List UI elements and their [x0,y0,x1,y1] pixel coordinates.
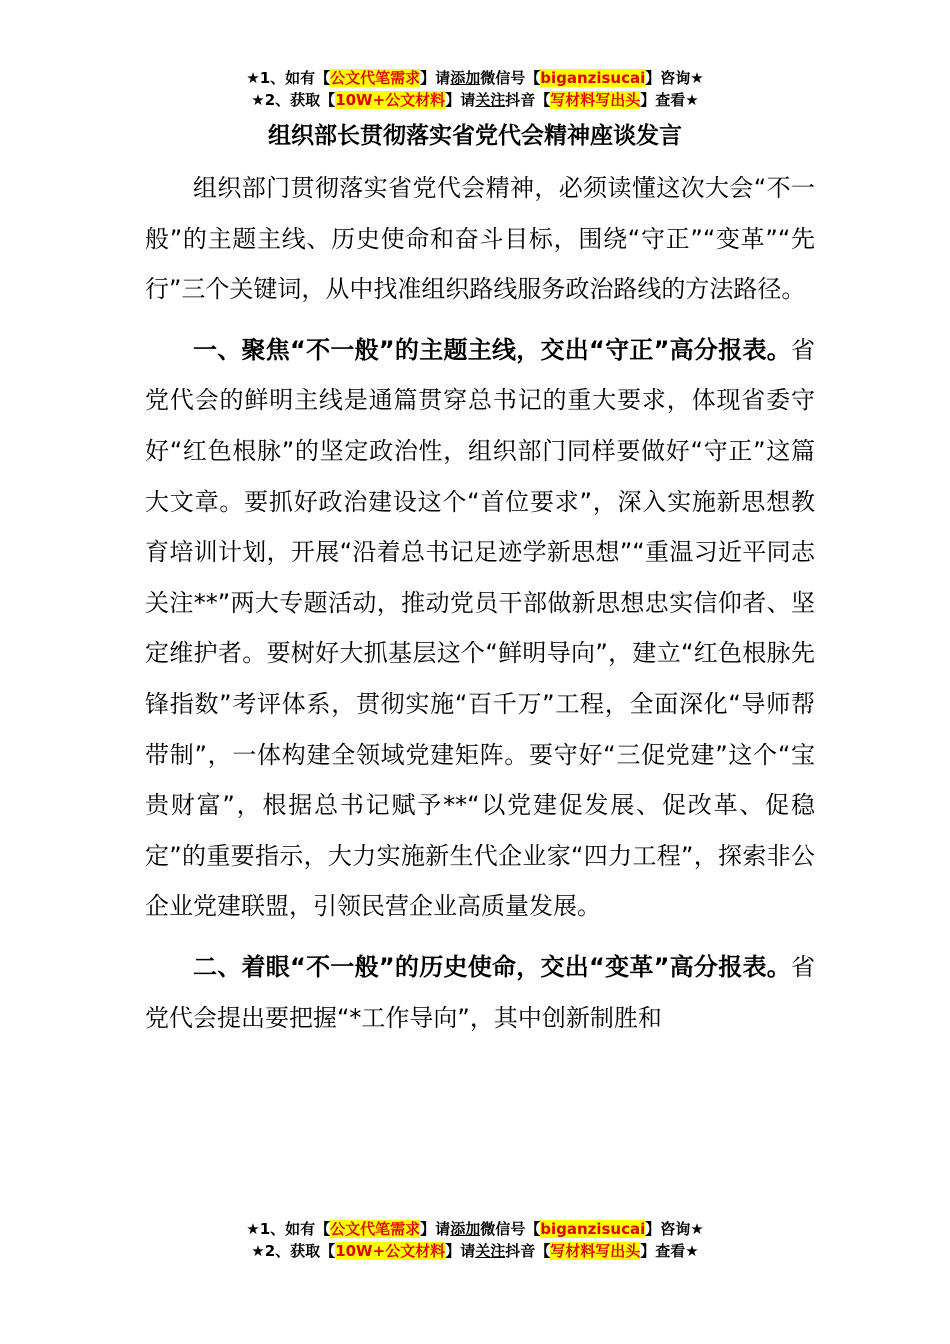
header-banner-line-2 [0,90,950,112]
footer-line1-prefix: ★1、如有【 [246,1220,331,1238]
footer-line2-mid-2: 抖音【 [505,1242,551,1260]
header-line2-prefix: ★2、获取【 [251,91,336,109]
section-2-heading: 二、着眼“不一般”的历史使命，交出“变革”高分报表。 [193,952,791,981]
header-line1-suffix: 】咨询★ [645,69,704,87]
header-line2-mid-1: 】请 [445,91,476,109]
footer-banner [0,1219,950,1263]
section-1-paragraph [145,325,815,932]
section-1-body: 省党代会的鲜明主线是通篇贯穿总书记的重大要求，体现省委守好“红色根脉”的坚定政治性，组织部门同样要做好“守正”这篇大文章。要抓好政治建设这个“首位要求”，深入实施新思想教育培训计划，开展“沿着总书记足迹学新思想”“重温习近平同志关注**”两大专题活动，推动党员干部做新思想忠实信仰者、坚定维护者。要树好大抓基层这个“鲜明导向”，建立“红色根脉先锋指数”考评体系，贯彻实施“百千万”工程，全面深化“导师帮带制”，一体构建全领域党建矩阵。要守好“三促党建”这个“宝贵财富”，根据总书记赋予**“以党建促发展、促改革、促稳定”的重要指示，大力实施新生代企业家“四力工程”，探索非公企业党建联盟，引领民营企业高质量发展。 [145,335,815,921]
footer-line2-suffix: 】查看★ [640,1242,699,1260]
header-line1-prefix: ★1、如有【 [246,69,331,87]
header-line1-mid-1: 】请 [420,69,451,87]
intro-paragraph: 组织部门贯彻落实省党代会精神，必须读懂这次大会“不一般”的主题主线、历史使命和奋斗目标，围绕“守正”“变革”“先行”三个关键词，从中找准组织路线服务政治路线的方法路径。 [145,174,815,304]
header-line2-highlight-1: 10W+公文材料 [335,91,446,109]
header-line2-mid-2: 抖音【 [505,91,551,109]
section-2-paragraph [145,942,815,1043]
header-line1-highlight-1: 公文代笔需求 [330,69,421,87]
section-2-body: 省党代会提出要把握“*工作导向”，其中创新制胜和 [145,952,815,1032]
header-line2-suffix: 】查看★ [640,91,699,109]
header-banner-line-1 [0,68,950,90]
document-title: 组织部长贯彻落实省党代会精神座谈发言 [268,123,682,149]
footer-line1-highlight-2: biganzisucai [540,1220,646,1238]
header-line1-mid-2: 微信号【 [480,69,541,87]
footer-line1-mid-2: 微信号【 [480,1220,541,1238]
footer-banner-line-2 [0,1241,950,1263]
header-banner [0,68,950,112]
footer-banner-line-1 [0,1219,950,1241]
document-body [145,163,815,1043]
footer-line2-highlight-1: 10W+公文材料 [335,1242,446,1260]
footer-line1-underlined: 添加 [450,1220,481,1238]
footer-line1-mid-1: 】请 [420,1220,451,1238]
header-line1-underlined: 添加 [450,69,481,87]
header-line2-underlined: 关注 [475,91,506,109]
header-line1-highlight-2: biganzisucai [540,69,646,87]
footer-line1-suffix: 】咨询★ [645,1220,704,1238]
footer-line2-mid-1: 】请 [445,1242,476,1260]
footer-line2-prefix: ★2、获取【 [251,1242,336,1260]
footer-line2-highlight-2: 写材料写出头 [550,1242,641,1260]
header-line2-highlight-2: 写材料写出头 [550,91,641,109]
section-1-heading: 一、聚焦“不一般”的主题主线，交出“守正”高分报表。 [193,335,791,364]
footer-line1-highlight-1: 公文代笔需求 [330,1220,421,1238]
footer-line2-underlined: 关注 [475,1242,506,1260]
